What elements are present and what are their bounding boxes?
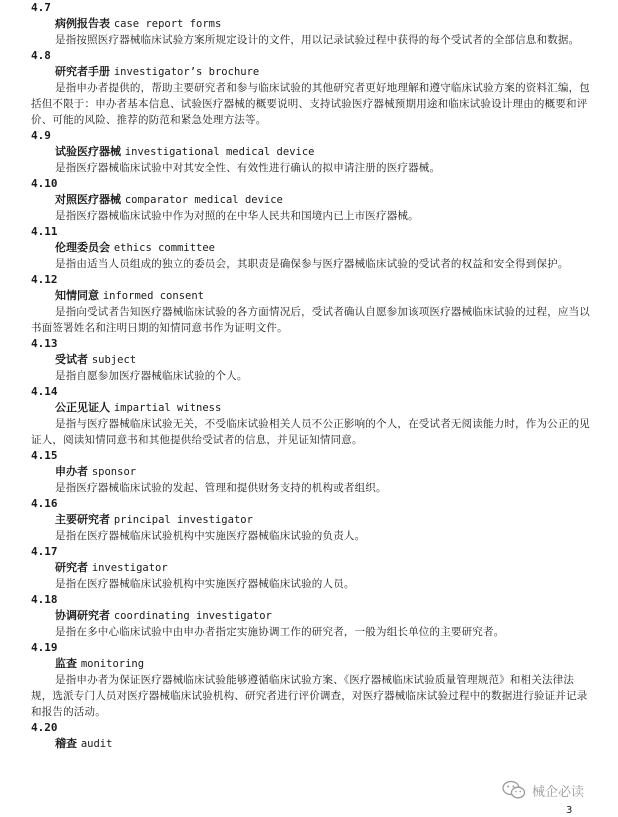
clause-number: 4.15 [31,449,58,462]
watermark-text: 械企必读 [532,784,585,800]
clause-number: 4.13 [31,337,58,350]
definition-text: 是指申办者提供的，帮助主要研究者和参与临床试验的其他研究者更好地理解和遵守临床试验方案的资料汇编，包括但不限于：申办者基本信息、试验医疗器械的概要说明、支持试验医疗器械预期用途和临床试验设计理由的概要和评价、可能的风险、推荐的防范和紧急处理方法等。 [31,82,590,126]
term-chinese: 协调研究者 [55,609,110,622]
definition-entry [0,384,618,448]
definition-entry [0,496,618,544]
clause-number: 4.17 [31,545,58,558]
term-heading [0,656,618,672]
definition-entry [0,336,618,384]
definition-entry [0,448,618,496]
clause-number: 4.7 [31,1,51,14]
term-english: sponsor [91,466,137,478]
term-heading [0,560,618,576]
term-heading [0,352,618,368]
term-english: subject [91,354,137,366]
definition-text: 是指向受试者告知医疗器械临床试验的各方面情况后，受试者确认自愿参加该项医疗器械临床试验的过程，应当以书面签署姓名和注明日期的知情同意书作为证明文件。 [31,306,590,334]
definition-text: 是指在多中心临床试验中由申办者指定实施协调工作的研究者，一般为组长单位的主要研究者。 [55,626,505,638]
term-heading [0,400,618,416]
definition-text: 是指医疗器械临床试验中作为对照的在中华人民共和国境内已上市医疗器械。 [55,210,419,222]
clause-number: 4.20 [31,721,58,734]
term-chinese: 研究者 [55,561,88,574]
clause-number: 4.8 [31,49,51,62]
term-heading [0,464,618,480]
page-number: 3 [566,805,573,816]
clause-number: 4.18 [31,593,58,606]
definition-text: 是指自愿参加医疗器械临床试验的个人。 [55,370,248,382]
term-chinese: 研究者手册 [55,65,110,78]
term-heading [0,288,618,304]
term-english: coordinating investigator [113,610,272,622]
definition-entry [0,176,618,224]
definition-text: 是指在医疗器械临床试验机构中实施医疗器械临床试验的负责人。 [55,530,366,542]
definition-text: 是指由适当人员组成的独立的委员会，其职责是确保参与医疗器械临床试验的受试者的权益和安全得到保护。 [55,258,569,270]
term-english: monitoring [80,658,145,670]
term-chinese: 知情同意 [55,289,99,302]
definition-entry [0,272,618,336]
term-chinese: 稽查 [55,737,77,750]
clause-number: 4.10 [31,177,58,190]
term-heading [0,64,618,80]
term-heading [0,16,618,32]
definition-text: 是指与医疗器械临床试验无关，不受临床试验相关人员不公正影响的个人，在受试者无阅读能力时，作为公正的见证人，阅读知情同意书和其他提供给受试者的信息，并见证知情同意。 [31,418,590,446]
term-chinese: 病例报告表 [55,17,110,30]
term-chinese: 监查 [55,657,77,670]
definition-text: 是指按照医疗器械临床试验方案所规定设计的文件，用以记录试验过程中获得的每个受试者的全部信息和数据。 [55,34,580,46]
term-chinese: 受试者 [55,353,88,366]
term-chinese: 伦理委员会 [55,241,110,254]
clause-number: 4.16 [31,497,58,510]
term-english: ethics committee [113,242,215,254]
term-chinese: 公正见证人 [55,401,110,414]
definition-entry [0,0,618,48]
term-chinese: 试验医疗器械 [55,145,121,158]
definition-entry [0,224,618,272]
wechat-icon [502,780,526,800]
term-heading [0,736,618,752]
term-heading [0,192,618,208]
definition-entry [0,592,618,640]
term-english: investigator [91,562,168,574]
definition-entry [0,544,618,592]
watermark [502,780,584,800]
term-chinese: 对照医疗器械 [55,193,121,206]
clause-number: 4.11 [31,225,58,238]
definition-entry [0,128,618,176]
term-heading [0,240,618,256]
definition-text: 是指申办者为保证医疗器械临床试验能够遵循临床试验方案、《医疗器械临床试验质量管理规范》和相关法律法规，选派专门人员对医疗器械临床试验机构、研究者进行评价调查，对医疗器械临床试验过程中的数据进行验证并记录和报告的活动。 [31,674,588,718]
definition-entry [0,720,618,752]
clause-number: 4.12 [31,273,58,286]
clause-number: 4.14 [31,385,58,398]
term-english: audit [80,738,113,750]
term-english: investigator’s brochure [113,66,260,78]
term-english: impartial witness [113,402,222,414]
definition-entry [0,640,618,720]
term-heading [0,512,618,528]
term-heading [0,608,618,624]
clause-number: 4.9 [31,129,51,142]
term-chinese: 主要研究者 [55,513,110,526]
term-english: case report forms [113,18,222,30]
definition-text: 是指医疗器械临床试验的发起、管理和提供财务支持的机构或者组织。 [55,482,387,494]
clause-number: 4.19 [31,641,58,654]
term-english: comparator medical device [124,194,283,206]
definition-text: 是指医疗器械临床试验中对其安全性、有效性进行确认的拟申请注册的医疗器械。 [55,162,441,174]
definition-entry [0,48,618,128]
term-english: principal investigator [113,514,253,526]
term-english: investigational medical device [124,146,315,158]
definition-text: 是指在医疗器械临床试验机构中实施医疗器械临床试验的人员。 [55,578,355,590]
term-chinese: 申办者 [55,465,88,478]
term-heading [0,144,618,160]
term-english: informed consent [102,290,204,302]
